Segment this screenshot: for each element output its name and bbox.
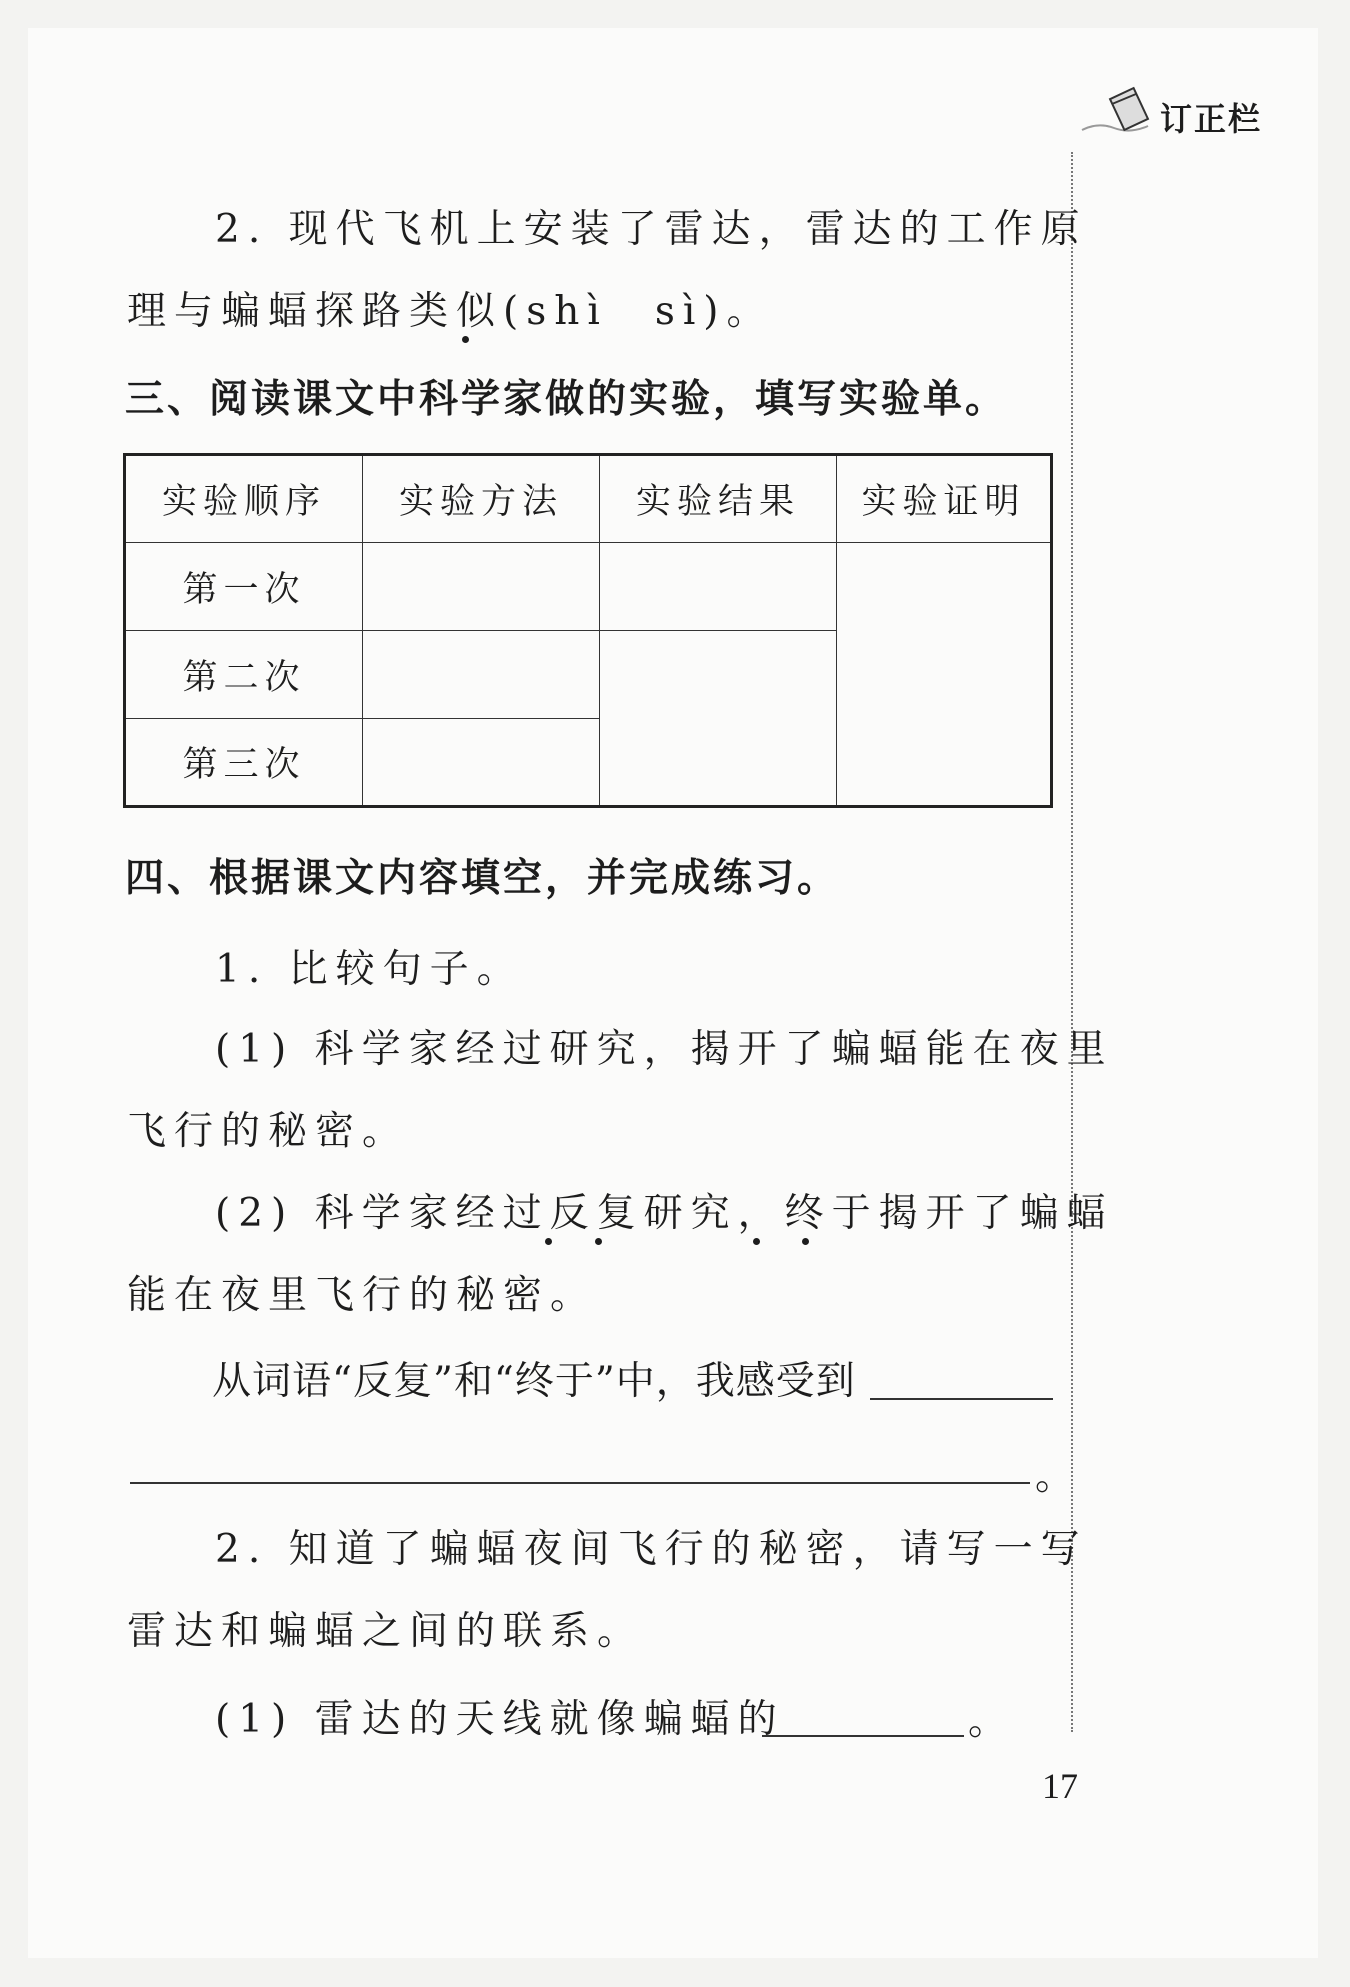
emphasis-dot: [753, 1238, 760, 1245]
s4-q1-sentence2-line2: 能在夜里飞行的秘密。: [127, 1273, 598, 1318]
table-header-method: 实验方法: [363, 455, 600, 543]
section4-title: 四、根据课文内容填空，并完成练习。: [125, 856, 840, 901]
table-cell-method-1[interactable]: [363, 543, 600, 631]
answer-blank[interactable]: [870, 1398, 1053, 1400]
period-mark: 。: [968, 1699, 1016, 1744]
answer-blank[interactable]: [762, 1735, 964, 1737]
table-row-label: 第三次: [125, 719, 363, 807]
table-row-label: 第二次: [125, 631, 363, 719]
correction-column-label: 订正栏: [1160, 100, 1263, 138]
experiment-table: [123, 453, 1053, 808]
table-cell-method-3[interactable]: [363, 719, 600, 807]
s4-q2-item1: (1) 雷达的天线就像蝙蝠的: [215, 1697, 785, 1742]
table-header-order: 实验顺序: [125, 455, 363, 543]
s4-q1-sentence1-line1: (1) 科学家经过研究，揭开了蝙蝠能在夜里: [215, 1027, 1114, 1072]
s4-q1-sentence2-line1: (2) 科学家经过反复研究，终于揭开了蝙蝠: [215, 1191, 1114, 1236]
table-row-label: 第一次: [125, 543, 363, 631]
correction-column-header: [1078, 82, 1298, 152]
s4-q2-line1: 2. 知道了蝙蝠夜间飞行的秘密，请写一写: [215, 1527, 1088, 1572]
q2-line1: 2. 现代飞机上安装了雷达，雷达的工作原: [215, 207, 1088, 252]
s4-q2-line2: 雷达和蝙蝠之间的联系。: [127, 1609, 645, 1654]
pencil-eraser-icon: [1078, 82, 1168, 144]
table-header-result: 实验结果: [600, 455, 837, 543]
q2-line2: 理与蝙蝠探路类似(shì sì)。: [127, 289, 774, 334]
emphasis-dot: [462, 336, 469, 343]
table-cell-result-1[interactable]: [600, 543, 837, 631]
table-cell-result-2-3[interactable]: [600, 631, 837, 807]
emphasis-dot: [802, 1238, 809, 1245]
answer-blank[interactable]: [130, 1482, 1030, 1484]
emphasis-dot: [595, 1238, 602, 1245]
table-cell-proof[interactable]: [837, 543, 1052, 807]
s4-q1-sentence1-line2: 飞行的秘密。: [127, 1109, 410, 1154]
table-header-proof: 实验证明: [837, 455, 1052, 543]
period-mark: 。: [1035, 1454, 1083, 1499]
emphasis-dot: [545, 1238, 552, 1245]
s4-q1: 1. 比较句子。: [215, 947, 524, 992]
section3-title: 三、阅读课文中科学家做的实验，填写实验单。: [125, 377, 1008, 422]
table-cell-method-2[interactable]: [363, 631, 600, 719]
page-number: 17: [1042, 1766, 1078, 1806]
s4-q1-prompt: 从词语“反复”和“终于”中，我感受到: [212, 1359, 856, 1404]
